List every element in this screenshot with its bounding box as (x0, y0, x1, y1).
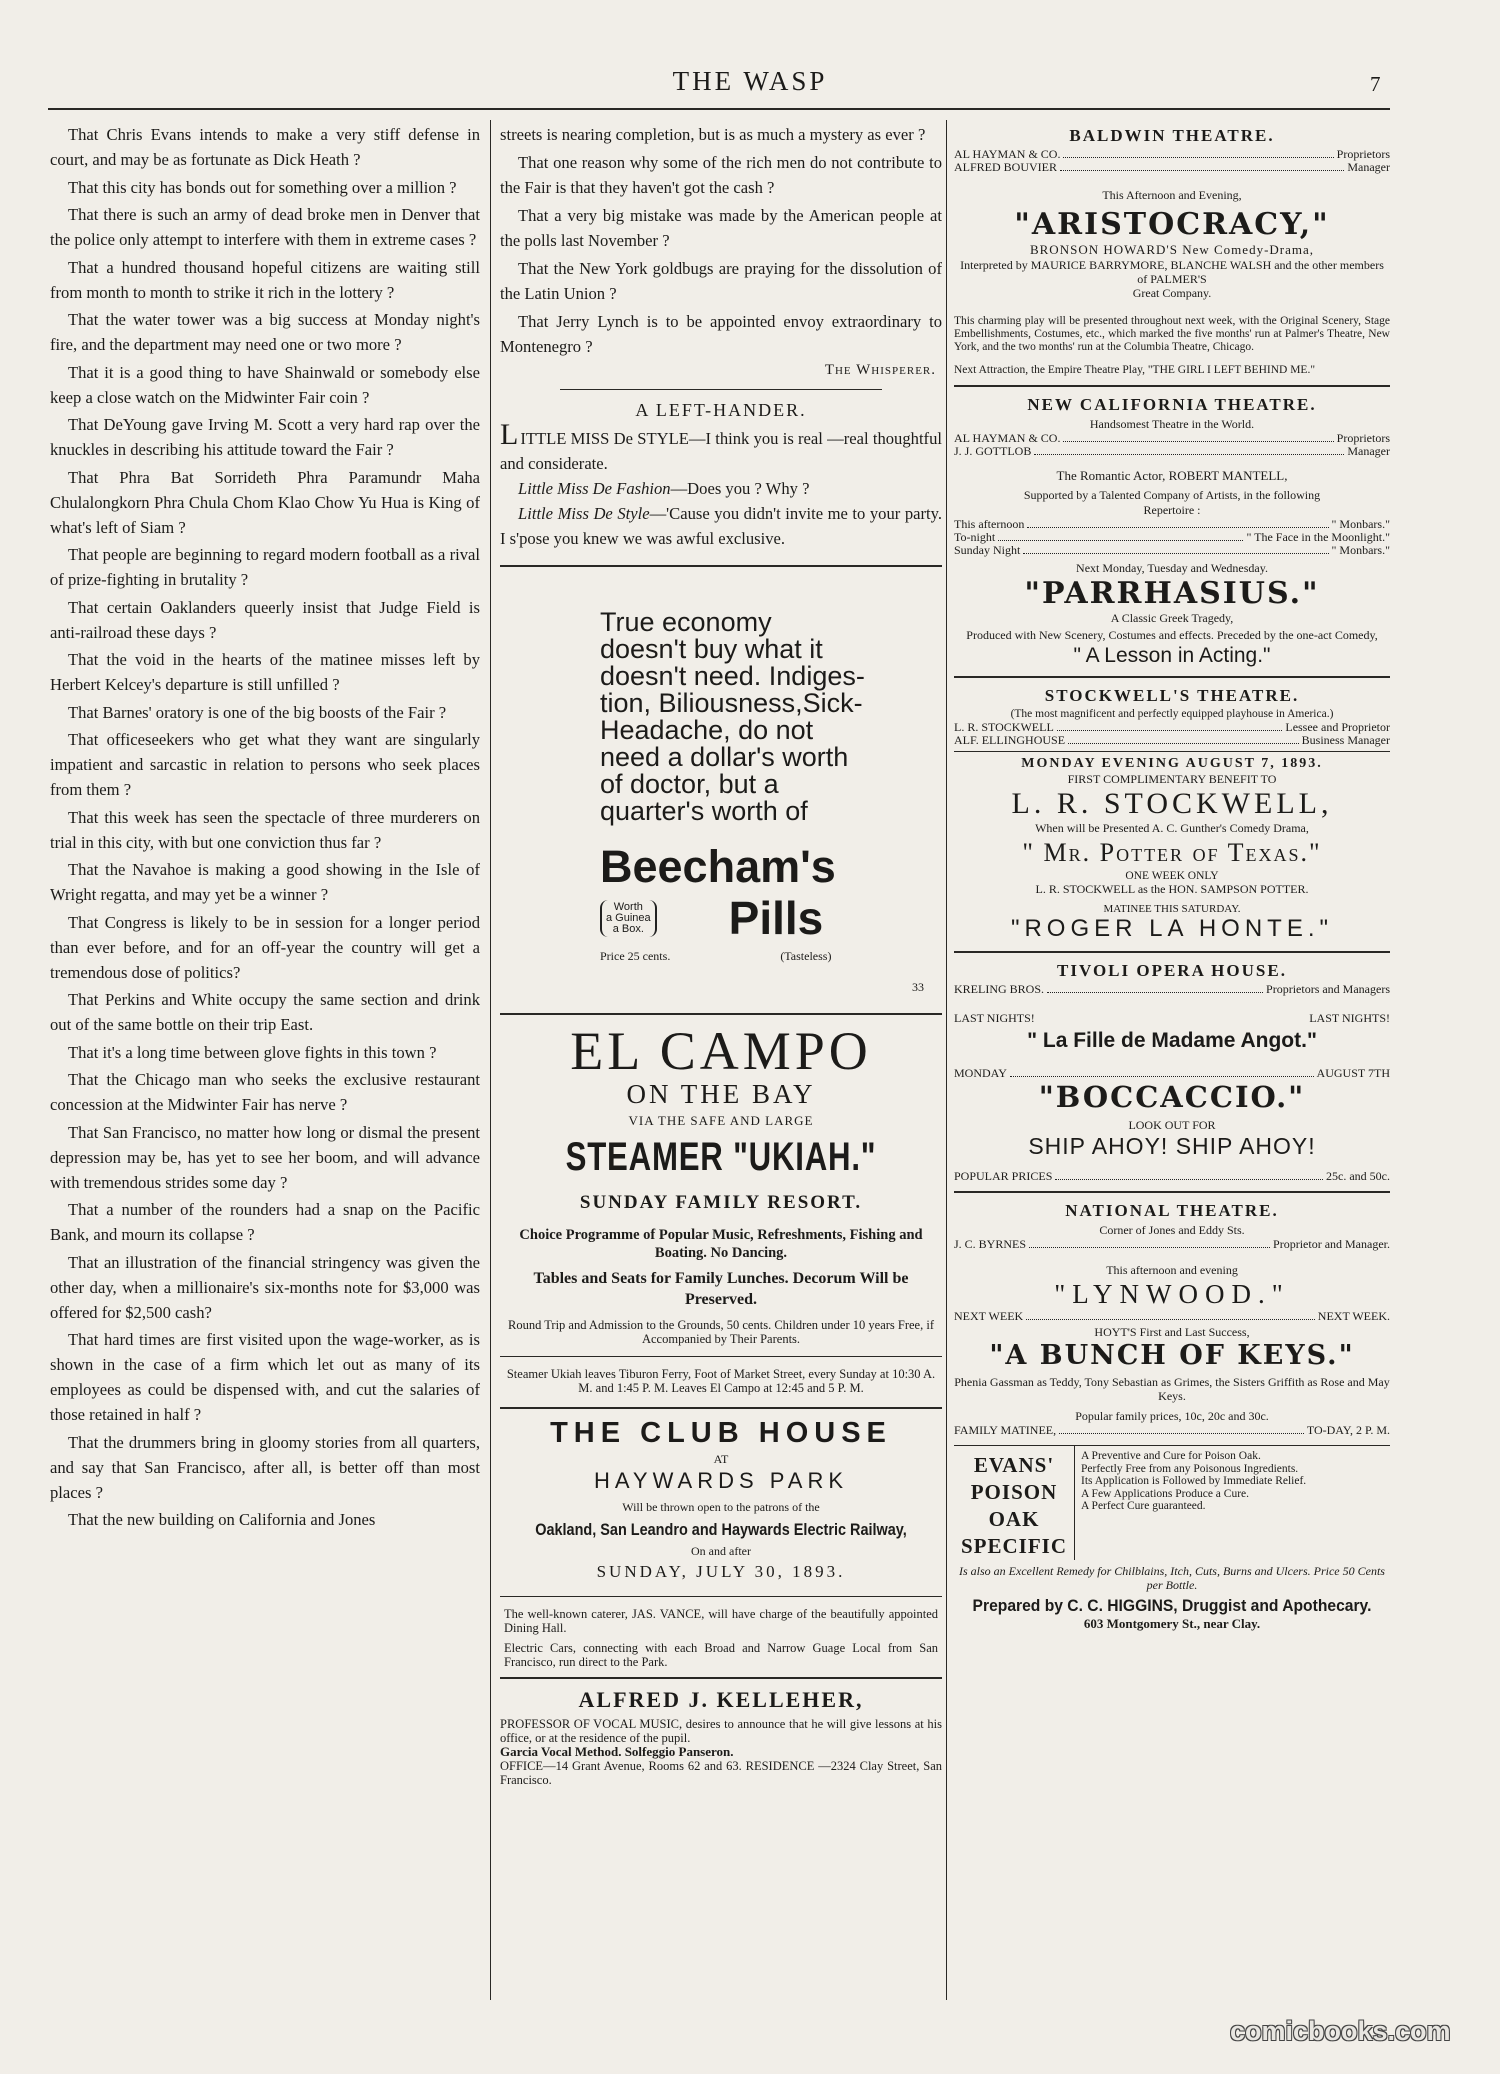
page-number: 7 (1370, 72, 1381, 96)
gossip-item: That it is a good thing to have Shainwald or somebody else keep a close watch on the Midwinter Fair coin ? (50, 362, 480, 407)
elcampo-ad (500, 1023, 942, 1395)
gossip-item: That the void in the hearts of the matinee misses left by Herbert Kelcey's departure is still unfilled ? (50, 650, 480, 694)
staff-line (954, 445, 1390, 458)
baldwin-cast: Interpreted by MAURICE BARRYMORE, BLANCHE WALSH and the other members of PALMER'S (960, 258, 1384, 286)
divider (500, 1356, 942, 1357)
matinee-value: TO-DAY, 2 P. M. (1306, 1423, 1390, 1437)
leader-dots (1055, 1170, 1323, 1180)
schedule-line (954, 544, 1390, 557)
staff-role: Lessee and Proprietor (1285, 720, 1390, 734)
elcampo-programme: Choice Programme of Popular Music, Refreshments, Fishing and Boating. No Dancing. (519, 1227, 923, 1261)
staff-name: AL HAYMAN & CO. (954, 431, 1061, 445)
newcal-name: NEW CALIFORNIA THEATRE. (1027, 395, 1317, 414)
national-name: NATIONAL THEATRE. (1065, 1201, 1279, 1220)
baldwin-staff (954, 148, 1390, 174)
gossip-item: That Phra Bat Sorrideth Phra Paramundr Maha Chulalongkorn Phra Chula Chom Klao Chow Yu Hua is King of what's left of Siam ? (50, 467, 480, 537)
schedule-what: " Monbars." (1331, 517, 1390, 531)
national-matinee (954, 1424, 1390, 1437)
national-next-week (954, 1310, 1390, 1323)
baldwin-desc: This charming play will be presented throughout next week, with the Original Scenery, Stage Embellishments, Costumes, etc., which marked the five months' run at Palmer's Theatre, New York, and the two months' run at the Columbia Theatre, Chicago. (954, 315, 1390, 353)
leader-dots (1010, 1067, 1314, 1077)
beecham-name: Beecham's (600, 841, 836, 892)
header-rule (48, 108, 1390, 110)
staff-name: KRELING BROS. (954, 982, 1045, 996)
stockwell-name: STOCKWELL'S THEATRE. (1044, 686, 1300, 705)
worth-line: Worth (613, 900, 643, 913)
lefthander-story (500, 418, 942, 551)
gossip-item: That this city has bonds out for something over a million ? (68, 177, 457, 197)
stockwell-matinee: MATINEE THIS SATURDAY. (1103, 903, 1241, 915)
beecham-price: Price 25 cents. (600, 949, 671, 963)
staff-role: Proprietors and Managers (1266, 982, 1390, 996)
leader-dots (1034, 445, 1344, 455)
newcal-next-days: Next Monday, Tuesday and Wednesday. (1076, 561, 1268, 575)
lefthander-p2-text: —Does you ? Why ? (670, 479, 810, 498)
gossip-item: That DeYoung gave Irving M. Scott a very hard rap over the knuckles in describing his attitude toward the Fair ? (50, 415, 480, 459)
stockwell-tagline: (The most magnificent and perfectly equipped playhouse in America.) (1010, 708, 1334, 720)
clubhouse-railway: Oakland, San Leandro and Haywards Electric Railway, (535, 1520, 907, 1539)
beecham-line: Headache, do not (600, 715, 814, 745)
next-week-left: NEXT WEEK (954, 1309, 1024, 1323)
national-corner: Corner of Jones and Eddy Sts. (1099, 1223, 1245, 1237)
elcampo-via: VIA THE SAFE AND LARGE (628, 1113, 814, 1128)
national-play: "LYNWOOD." (1054, 1279, 1290, 1309)
beecham-line: True economy (600, 607, 772, 637)
gossip-item: That an illustration of the financial stringency was given the other day, when a millionaire's six-months note for $3,000 was offered for $2,500 cash? (50, 1252, 480, 1322)
stockwell-presented: When will be Presented A. C. Gunther's Comedy Drama, (1035, 821, 1309, 835)
stockwell-one-week: ONE WEEK ONLY (1125, 870, 1219, 882)
running-head: THE WASP (672, 66, 828, 96)
newcal-repertoire: Repertoire : (1143, 503, 1201, 517)
gossip-item: That officeseekers who get what they want are singularly impatient and sarcastic in relation to persons who seek places from them ? (50, 730, 480, 799)
leader-dots (1023, 544, 1328, 554)
newcal-play: "PARRHASIUS." (1024, 576, 1320, 611)
newcal-produced: Produced with New Scenery, Costumes and effects. Preceded by the one-act Comedy, (966, 628, 1378, 642)
clubhouse-cars: Electric Cars, connecting with each Broad and Narrow Guage Local from San Francisco, run direct to the Park. (504, 1641, 938, 1669)
leader-dots (1029, 1238, 1270, 1248)
beecham-ad (500, 575, 942, 1009)
elcampo-schedule: Steamer Ukiah leaves Tiburon Ferry, Foot of Market Street, every Sunday at 10:30 A. M. and 1:45 P. M. Leaves El Campo at 12:45 and 5 P. M. (506, 1367, 936, 1395)
clubhouse-park: HAYWARDS PARK (593, 1468, 849, 1493)
newcal-support: Supported by a Talented Company of Artists, in the following (1023, 488, 1321, 502)
evans-address: 603 Montgomery St., near Clay. (1083, 1616, 1261, 1631)
tivoli-play: " La Fille de Madame Angot." (1027, 1029, 1317, 1052)
elcampo-steamer: STEAMER "UKIAH." (565, 1135, 877, 1179)
leader-dots (1059, 1424, 1304, 1434)
beecham-pills: Pills (728, 892, 824, 944)
gossip-item: That there is such an army of dead broke men in Denver that the police only attempt to interfere with them in extreme cases ? (50, 205, 480, 249)
staff-line (954, 1238, 1390, 1251)
gossip-item: streets is nearing completion, but is as much a mystery as ever ? (500, 125, 926, 144)
national-intro: This afternoon and evening (1106, 1263, 1238, 1277)
clubhouse-title: THE CLUB HOUSE (550, 1417, 892, 1449)
lefthander-title: A LEFT-HANDER. (635, 400, 807, 420)
gossip-item: That this week has seen the spectacle of three murderers on trial in this city, with but one conviction thus far ? (50, 807, 480, 852)
beecham-line: quarter's worth of (600, 796, 808, 826)
beecham-worth (600, 900, 657, 937)
evans-prepared: Prepared by C. C. HIGGINS, Druggist and Apothecary. (972, 1596, 1372, 1615)
leader-dots (1063, 148, 1333, 158)
tivoli-monday (954, 1067, 1390, 1080)
national-play2: "A BUNCH OF KEYS." (989, 1340, 1355, 1371)
clubhouse-date: SUNDAY, JULY 30, 1893. (596, 1562, 846, 1581)
baldwin-company: Great Company. (1132, 286, 1212, 300)
tivoli-prices (954, 1170, 1390, 1183)
gossip-item: That San Francisco, no matter how long or dismal the present depression may be, has yet to see her boom, and will advance with tremendous strides some day ? (50, 1122, 480, 1192)
beecham-tasteless: (Tasteless) (780, 949, 832, 963)
monday-label: MONDAY (954, 1066, 1007, 1080)
kelleher-ad (500, 1687, 942, 1787)
leader-dots (1060, 161, 1344, 171)
stockwell-next-play: "ROGER LA HONTE." (1010, 915, 1334, 942)
divider (954, 1191, 1390, 1193)
last-nights-right: LAST NIGHTS! (1309, 1011, 1390, 1025)
evans-claim: Its Application is Followed by Immediate Relief. (1081, 1475, 1307, 1487)
leader-dots (1063, 432, 1333, 442)
gossip-continued (500, 122, 942, 359)
staff-role: Proprietors (1336, 431, 1390, 445)
divider (954, 385, 1390, 387)
column-middle (500, 122, 942, 1992)
evans-claim: A Few Applications Produce a Cure. (1081, 1487, 1250, 1500)
kelleher-name: ALFRED J. KELLEHER, (578, 1687, 864, 1712)
newcal-actor: The Romantic Actor, ROBERT MANTELL, (1056, 468, 1288, 483)
evans-word: EVANS' (973, 1453, 1055, 1477)
divider (500, 1407, 942, 1409)
staff-name: ALFRED BOUVIER (954, 160, 1058, 174)
stockwell-beneficiary: L. R. STOCKWELL, (1011, 787, 1333, 820)
tivoli-last-nights (954, 1012, 1390, 1025)
gossip-item: That the New York goldbugs are praying for the dissolution of the Latin Union ? (500, 259, 942, 303)
baldwin-author: BRONSON HOWARD'S New Comedy-Drama, (1029, 242, 1315, 257)
gossip-item: That the drummers bring in gloomy stories from all quarters, and say that San Francisco, after all, is better off than most places ? (50, 1432, 480, 1502)
schedule-what: " Monbars." (1331, 543, 1390, 557)
clubhouse-at: AT (713, 1452, 729, 1466)
stockwell-role: L. R. STOCKWELL as the HON. SAMPSON POTTER. (1035, 882, 1309, 896)
prices-label: POPULAR PRICES (954, 1169, 1053, 1183)
national-hoyt: HOYT'S First and Last Success, (1094, 1325, 1250, 1339)
evans-claim: A Preventive and Cure for Poison Oak. (1081, 1450, 1261, 1462)
staff-name: J. C. BYRNES (954, 1237, 1027, 1251)
beecham-line: need a dollar's worth (600, 742, 849, 772)
newcal-genre: A Classic Greek Tragedy, (1110, 611, 1234, 625)
national-staff (954, 1238, 1390, 1251)
gossip-item: That the Chicago man who seeks the exclusive restaurant concession at the Midwinter Fair has nerve ? (50, 1070, 480, 1114)
kelleher-office: OFFICE—14 Grant Avenue, Rooms 62 and 63. RESIDENCE —2324 Clay Street, San Francisco. (500, 1759, 942, 1787)
clubhouse-opening: Will be thrown open to the patrons of the (622, 1500, 820, 1514)
newcal-comedy: " A Lesson in Acting." (1073, 644, 1271, 667)
tivoli-play2: "BOCCACCIO." (1038, 1080, 1306, 1114)
national-prices: Popular family prices, 10c, 20c and 30c. (1075, 1409, 1269, 1423)
tivoli-ship: SHIP AHOY! SHIP AHOY! (1028, 1133, 1316, 1159)
beecham-lead (600, 609, 942, 825)
divider (954, 676, 1390, 678)
stockwell-benefit: FIRST COMPLIMENTARY BENEFIT TO (1067, 772, 1277, 786)
divider (954, 751, 1390, 752)
gossip-item: That Congress is likely to be in session for a longer period than ever before, and for an off-year the country will get a tremendous dose of politics? (50, 912, 480, 982)
national-cast: Phenia Gassman as Teddy, Tony Sebastian as Grimes, the Sisters Griffith as Rose and May Keys. (954, 1375, 1390, 1403)
staff-name: ALF. ELLINGHOUSE (954, 733, 1066, 747)
divider (500, 1596, 942, 1597)
evans-word: SPECIFIC (960, 1534, 1068, 1558)
gossip-item: That a very big mistake was made by the American people at the polls last November ? (500, 206, 942, 250)
tivoli-lookout: LOOK OUT FOR (1128, 1118, 1216, 1132)
gossip-item: That it's a long time between glove fights in this town ? (68, 1042, 437, 1062)
gossip-item: That Chris Evans intends to make a very stiff defense in court, and may be as fortunate as Dick Heath ? (50, 125, 480, 169)
newcal-staff (954, 432, 1390, 458)
beecham-line: doesn't buy what it (600, 634, 823, 664)
kelleher-method: Garcia Vocal Method. Solfeggio Panseron. (500, 1744, 734, 1759)
staff-role: Proprietor and Manager. (1273, 1237, 1390, 1251)
staff-name: L. R. STOCKWELL (954, 720, 1054, 734)
lefthander-p3-text: —'Cause you didn't invite me to your party. I s'pose you knew we was awful exclusive. (500, 504, 942, 548)
tivoli-staff (954, 983, 1390, 996)
divider (500, 1013, 942, 1015)
beecham-line: of doctor, but a (600, 769, 779, 799)
divider (500, 1677, 942, 1679)
evans-word: POISON (970, 1480, 1058, 1504)
column-amusements (954, 122, 1390, 1992)
next-week-right: NEXT WEEK. (1317, 1309, 1390, 1323)
staff-line (954, 734, 1390, 747)
lefthander-p1 (500, 418, 942, 476)
gossip-item: That a number of the rounders had a snap on the Pacific Bank, and mourn its collapse ? (50, 1200, 480, 1244)
gossip-item: That the new building on California and Jones (68, 1510, 376, 1529)
evans-title (954, 1446, 1075, 1560)
newcal-schedule (954, 518, 1390, 557)
lefthander-p1-text: ITTLE MISS De STYLE—I think you is real —real thoughtful and considerate. (500, 429, 942, 473)
stockwell-play: " Mr. Potter of Texas." (1022, 838, 1322, 867)
gossip-item: That the water tower was a big success at Monday night's fire, and the department may need one or two more ? (50, 310, 480, 354)
leader-dots (1027, 518, 1328, 528)
lefthander-p3 (500, 501, 942, 551)
clubhouse-caterer: The well-known caterer, JAS. VANCE, will have charge of the beautifully appointed Dining Hall. (504, 1607, 938, 1635)
leader-dots (998, 531, 1243, 541)
worth-line: a Guinea (606, 911, 651, 924)
matinee-label: FAMILY MATINEE, (954, 1423, 1057, 1437)
baldwin-play: "ARISTOCRACY," (1014, 207, 1330, 242)
staff-line (954, 161, 1390, 174)
last-nights-left: LAST NIGHTS! (954, 1011, 1035, 1025)
evans-claim: Perfectly Free from any Poisonous Ingredients. (1081, 1462, 1299, 1475)
evans-ad (954, 1445, 1390, 1560)
staff-role: Manager (1347, 444, 1390, 458)
clubhouse-on-after: On and after (691, 1544, 751, 1558)
staff-role: Business Manager (1301, 733, 1390, 747)
baldwin-next: Next Attraction, the Empire Theatre Play, "THE GIRL I LEFT BEHIND ME." (954, 364, 1316, 376)
elcampo-tables: Tables and Seats for Family Lunches. Decorum Will be Preserved. (533, 1270, 909, 1308)
divider (500, 565, 942, 567)
gossip-item: That certain Oaklanders queerly insist that Judge Field is anti-railroad these days ? (50, 597, 480, 642)
beecham-line: doesn't need. Indiges- (600, 661, 865, 691)
column-rule-1 (490, 120, 491, 2000)
staff-name: J. J. GOTTLOB (954, 444, 1032, 458)
evans-claim: A Perfect Cure guaranteed. (1081, 1500, 1206, 1512)
schedule-when: To-night (954, 530, 996, 544)
leader-dots (1068, 734, 1299, 744)
speaker: Little Miss De Fashion (518, 479, 671, 498)
leader-dots (1057, 721, 1283, 731)
worth-line: a Box. (612, 922, 644, 935)
leader-dots (1047, 983, 1263, 993)
dropcap: L (500, 418, 519, 451)
gossip-item: That people are beginning to regard modern football as a rival of prize-fighting in brutality ? (50, 545, 480, 589)
signature: The Whisperer. (824, 362, 936, 378)
evans-claims (1075, 1446, 1390, 1560)
ad-number: 33 (912, 980, 924, 994)
baldwin-name: BALDWIN THEATRE. (1069, 126, 1275, 145)
gossip-item: That hard times are first visited upon the wage-worker, as is shown in the case of a firm which let out as many of its employees as could be dispensed with, and cut the salaries of those retained in half ? (50, 1330, 480, 1424)
stockwell-staff (954, 721, 1390, 747)
gossip-item: That Barnes' oratory is one of the big boosts of the Fair ? (68, 702, 447, 722)
divider (954, 951, 1390, 953)
lefthander-p2 (500, 476, 942, 501)
gossip-item: That Perkins and White occupy the same section and drink out of the same bottle on their trip East. (50, 990, 480, 1034)
tivoli-name: TIVOLI OPERA HOUSE. (1057, 961, 1287, 980)
beecham-row (600, 893, 942, 943)
kelleher-body: PROFESSOR OF VOCAL MUSIC, desires to announce that he will give lessons at his office, or at the residence of the pupil. (500, 1717, 942, 1745)
newcal-tagline: Handsomest Theatre in the World. (1089, 417, 1255, 431)
prices-value: 25c. and 50c. (1326, 1169, 1390, 1183)
elcampo-resort: SUNDAY FAMILY RESORT. (579, 1192, 863, 1213)
august-label: AUGUST 7TH (1316, 1066, 1390, 1080)
staff-line (954, 983, 1390, 996)
schedule-what: " The Face in the Moonlight." (1246, 530, 1390, 544)
staff-name: AL HAYMAN & CO. (954, 147, 1061, 161)
evans-remedy: Is also an Excellent Remedy for Chilblains, Itch, Cuts, Burns and Ulcers. Price 50 Cents per Bottle. (959, 1564, 1385, 1592)
elcampo-round-trip: Round Trip and Admission to the Grounds, 50 cents. Children under 10 years Free, if Accompanied by Their Parents. (507, 1318, 934, 1346)
staff-role: Proprietors (1336, 147, 1390, 161)
schedule-when: This afternoon (954, 517, 1025, 531)
elcampo-title: EL CAMPO (570, 1021, 872, 1081)
beecham-price-row (600, 949, 942, 964)
beecham-line: tion, Biliousness,Sick- (600, 688, 863, 718)
column-gossip (50, 122, 480, 2002)
stockwell-date: MONDAY EVENING AUGUST 7, 1893. (1021, 756, 1323, 771)
evans-word: OAK (988, 1507, 1040, 1531)
clubhouse-ad (500, 1417, 942, 1669)
gossip-item: That one reason why some of the rich men do not contribute to the Fair is that they haven't got the cash ? (500, 153, 942, 197)
speaker: Little Miss De Style (518, 504, 650, 523)
divider (560, 389, 882, 390)
elcampo-subtitle: ON THE BAY (626, 1079, 816, 1109)
leader-dots (1026, 1310, 1315, 1320)
gossip-item: That Jerry Lynch is to be appointed envoy extraordinary to Montenegro ? (500, 312, 942, 356)
watermark: comicbooks.com (1230, 2016, 1451, 2046)
staff-role: Manager (1347, 160, 1390, 174)
gossip-item: That the Navahoe is making a good showing in the Isle of Wright regatta, and may yet be a winner ? (50, 860, 480, 904)
column-rule-2 (946, 120, 947, 2000)
gossip-item: That a hundred thousand hopeful citizens are waiting still from month to month to strike it rich in the lottery ? (50, 257, 480, 302)
schedule-when: Sunday Night (954, 543, 1021, 557)
baldwin-intro: This Afternoon and Evening, (1102, 188, 1242, 202)
